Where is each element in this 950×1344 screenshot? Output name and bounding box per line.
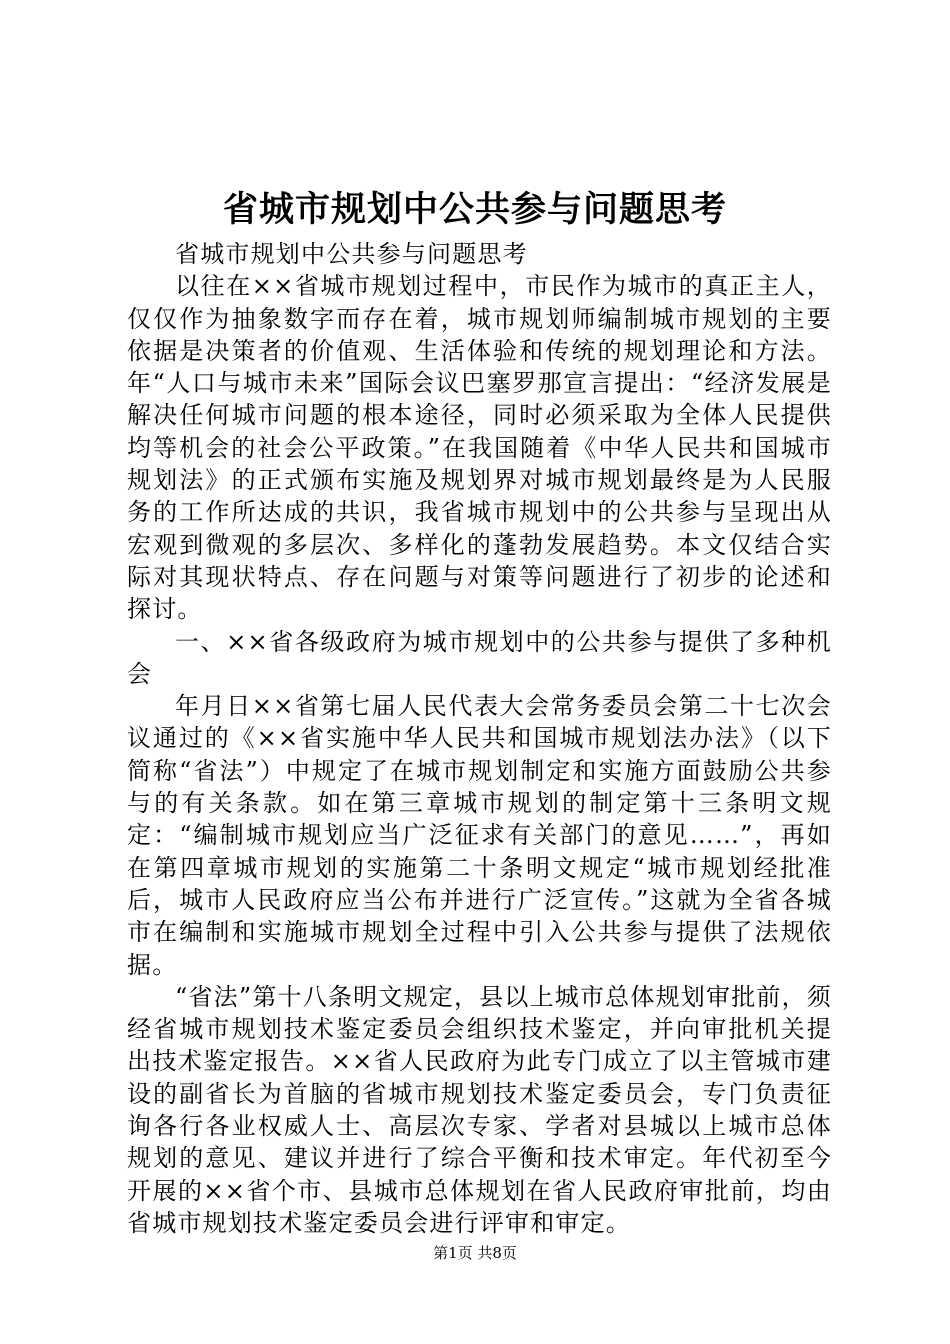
paragraph-subtitle: 省城市规划中公共参与问题思考 (175, 240, 528, 268)
paragraph-intro: 以往在××省城市规划过程中，市民作为城市的真正主人，仅仅作为抽象数字而存在着，城市规划师编制城市规划的主要依据是决策者的价值观、生活体验和传统的规划理论和方法。年“人口与城市未来”国际会议巴塞罗那宣言提出：“经济发展是解决任何城市问题的根本途径，同时必须采取为全体人民提供均等机会的社会公平政策。”在我国随着《中华人民共和国城市规划法》的正式颁布实施及规划界对城市规划最终是为人民服务的工作所达成的共识，我省城市规划中的公共参与呈现出从宏观到微观的多层次、多样化的蓬勃发展趋势。本文仅结合实际对其现状特点、存在问题与对策等问题进行了初步的论述和探讨。 (127, 272, 832, 624)
document-body (127, 238, 832, 1239)
document-title: 省城市规划中公共参与问题思考 (222, 189, 727, 230)
paragraph-technical-review: “省法”第十八条明文规定，县以上城市总体规划审批前，须经省城市规划技术鉴定委员会组织技术鉴定，并向审批机关提出技术鉴定报告。××省人民政府为此专门成立了以主管城市建设的副省长为首脑的省城市规划技术鉴定委员会，专门负责征询各行各业权威人士、高层次专家、学者对县城以上城市总体规划的意见、建议并进行了综合平衡和技术审定。年代初至今开展的××省个市、县城市总体规划在省人民政府审批前，均由省城市规划技术鉴定委员会进行评审和审定。 (127, 982, 832, 1237)
page-number-footer: 第1页 共8页 (433, 1244, 517, 1262)
paragraph-provincial-law: 年月日××省第七届人民代表大会常务委员会第二十七次会议通过的《××省实施中华人民共和国城市规划法办法》（以下简称“省法”）中规定了在城市规划制定和实施方面鼓励公共参与的有关条款。如在第三章城市规划的制定第十三条明文规定：“编制城市规划应当广泛征求有关部门的意见……”，再如在第四章城市规划的实施第二十条明文规定“城市规划经批准后，城市人民政府应当公布并进行广泛宣传。”这就为全省各城市在编制和实施城市规划全过程中引入公共参与提供了法规依据。 (127, 692, 832, 979)
section-heading-1: 一、××省各级政府为城市规划中的公共参与提供了多种机会 (127, 627, 832, 688)
